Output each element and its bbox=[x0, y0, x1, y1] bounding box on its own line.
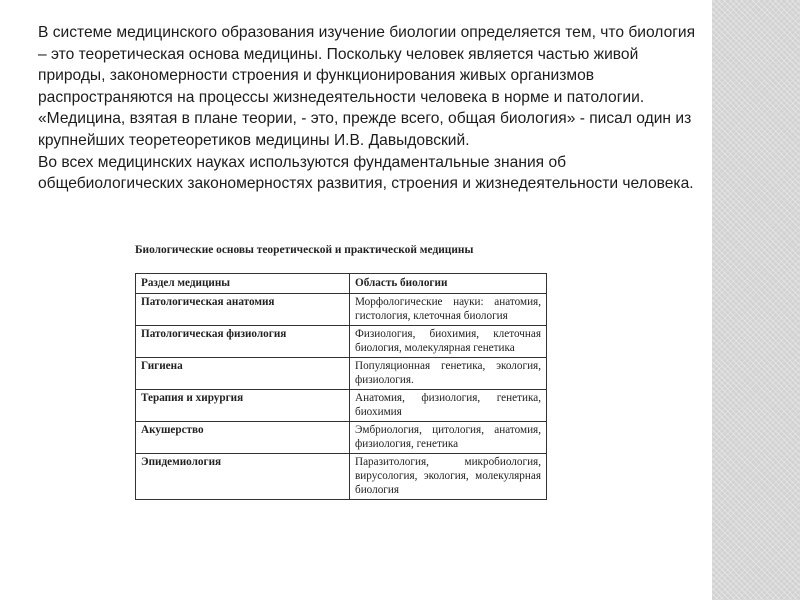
biology-medicine-table bbox=[135, 273, 547, 500]
row-section: Патологическая анатомия bbox=[136, 294, 350, 326]
table-row bbox=[136, 390, 547, 422]
header-area: Область биологии bbox=[350, 274, 547, 294]
row-area: Паразитология, микробиология, вирусология, экология, молекулярная биология bbox=[350, 454, 547, 500]
table-row bbox=[136, 422, 547, 454]
table-row bbox=[136, 326, 547, 358]
table-row bbox=[136, 358, 547, 390]
table-figure bbox=[133, 244, 565, 500]
paragraph-intro: В системе медицинского образования изучение биологии определяется тем, что биология – это теоретическая основа медицины. Поскольку человек является частью живой природы, закономерности строения и функционирования живых организмов распространяются на процессы жизнедеятельности человека в норме и патологии. bbox=[38, 24, 696, 106]
decorative-sidebar bbox=[712, 0, 800, 600]
row-section: Акушерство bbox=[136, 422, 350, 454]
row-area: Популяционная генетика, экология, физиология. bbox=[350, 358, 547, 390]
table-title: Биологические основы теоретической и практической медицины bbox=[135, 244, 474, 256]
table-header-row bbox=[136, 274, 547, 294]
row-section: Терапия и хирургия bbox=[136, 390, 350, 422]
row-area: Анатомия, физиология, генетика, биохимия bbox=[350, 390, 547, 422]
row-area: Морфологические науки: анатомия, гистология, клеточная биология bbox=[350, 294, 547, 326]
row-section: Эпидемиология bbox=[136, 454, 350, 500]
row-area: Физиология, биохимия, клеточная биология, молекулярная генетика bbox=[350, 326, 547, 358]
paragraph-conclusion: Во всех медицинских науках используются фундаментальные знания об общебиологических закономерностях развития, строения и жизнедеятельности человека. bbox=[38, 153, 694, 193]
body-text bbox=[38, 22, 698, 195]
row-section: Патологическая физиология bbox=[136, 326, 350, 358]
table-row bbox=[136, 294, 547, 326]
table-row bbox=[136, 454, 547, 500]
row-area: Эмбриология, цитология, анатомия, физиология, генетика bbox=[350, 422, 547, 454]
paragraph-quote: «Медицина, взятая в плане теории, - это, прежде всего, общая биология» - писал один из крупнейших теоретеоретиков медицины И.В. Давыдовский. bbox=[38, 110, 692, 149]
row-section: Гигиена bbox=[136, 358, 350, 390]
header-section: Раздел медицины bbox=[136, 274, 350, 294]
